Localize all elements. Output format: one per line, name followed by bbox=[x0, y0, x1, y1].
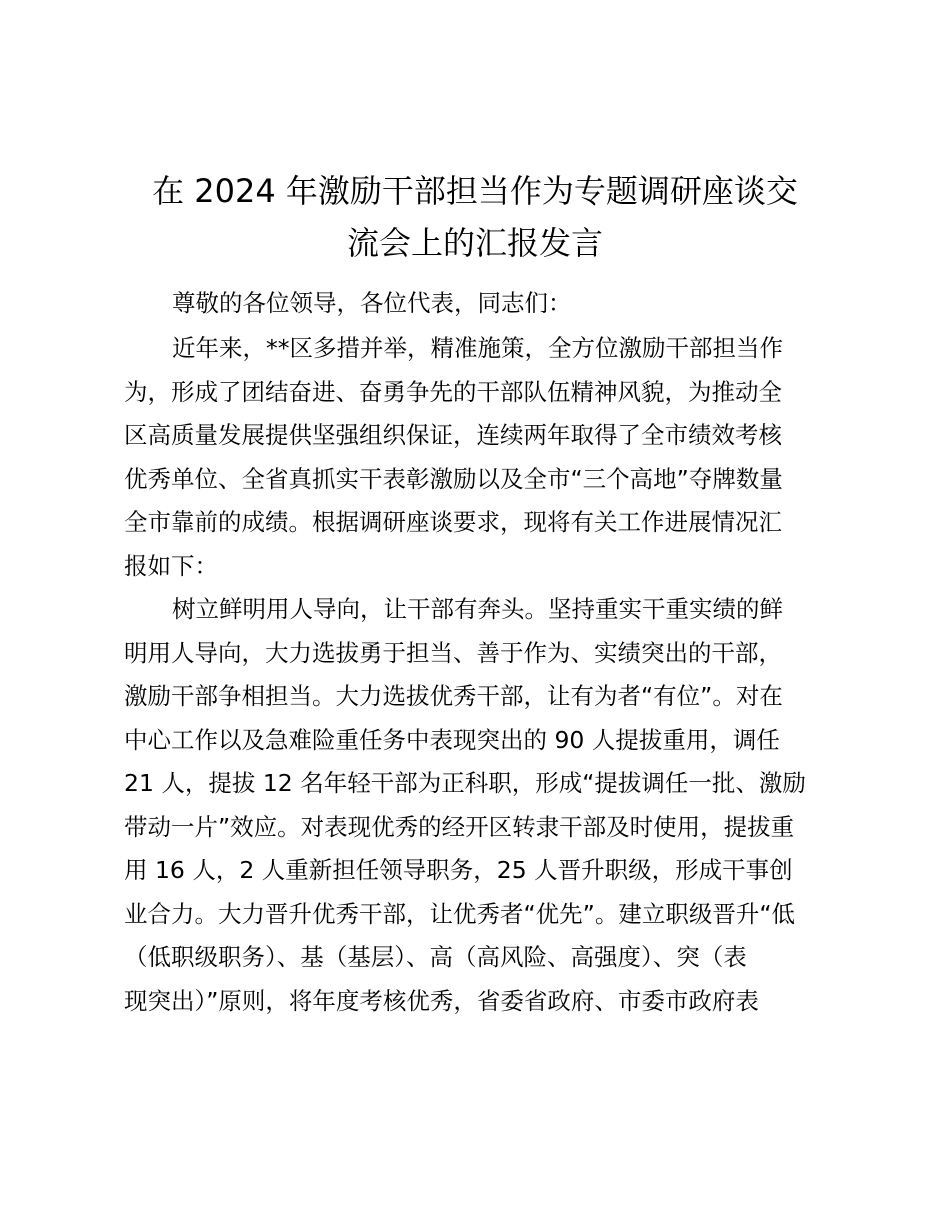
paragraph-2-line: 用 16 人，2 人重新担任领导职务，25 人晋升职级，形成干事创 bbox=[124, 856, 793, 884]
paragraph-1-line: 优秀单位、全省真抓实干表彰激励以及全市“三个高地”夺牌数量 bbox=[124, 465, 783, 493]
paragraph-2-line: 激励干部争相担当。大力选拔优秀干部，让有为者“有位”。对在 bbox=[124, 682, 783, 710]
document-title-line-2: 流会上的汇报发言 bbox=[346, 224, 603, 262]
paragraph-2-line: 树立鲜明用人导向，让干部有奔头。坚持重实干重实绩的鲜 bbox=[172, 595, 783, 623]
paragraph-1-line: 区高质量发展提供坚强组织保证，连续两年取得了全市绩效考核 bbox=[124, 421, 782, 449]
paragraph-1-line: 为，形成了团结奋进、奋勇争先的干部队伍精神风貌，为推动全 bbox=[124, 378, 782, 406]
paragraph-2-line: 带动一片”效应。对表现优秀的经开区转隶干部及时使用，提拔重 bbox=[124, 813, 795, 841]
salutation: 尊敬的各位领导，各位代表，同志们： bbox=[172, 289, 572, 317]
paragraph-2-line: 中心工作以及急难险重任务中表现突出的 90 人提拔重用，调任 bbox=[124, 726, 780, 754]
paragraph-1-line: 报如下： bbox=[124, 552, 218, 580]
paragraph-2-line: 明用人导向，大力选拔勇于担当、善于作为、实绩突出的干部， bbox=[124, 639, 782, 667]
paragraph-1-line: 全市靠前的成绩。根据调研座谈要求，现将有关工作进展情况汇 bbox=[124, 508, 782, 536]
document-title-line-1: 在 2024 年激励干部担当作为专题调研座谈交 bbox=[152, 172, 798, 210]
paragraph-2-line: （低职级职务）、基（基层）、高（高风险、高强度）、突（表 bbox=[124, 943, 747, 971]
paragraph-1-line: 近年来，**区多措并举，精准施策，全方位激励干部担当作 bbox=[172, 334, 783, 362]
paragraph-2-line: 21 人，提拔 12 名年轻干部为正科职，形成“提拔调任一批、激励 bbox=[124, 769, 806, 797]
paragraph-2-line: 业合力。大力晋升优秀干部，让优秀者“优先”。建立职级晋升“低 bbox=[124, 900, 796, 928]
paragraph-2-line: 现突出）”原则，将年度考核优秀，省委省政府、市委市政府表 bbox=[124, 987, 759, 1015]
